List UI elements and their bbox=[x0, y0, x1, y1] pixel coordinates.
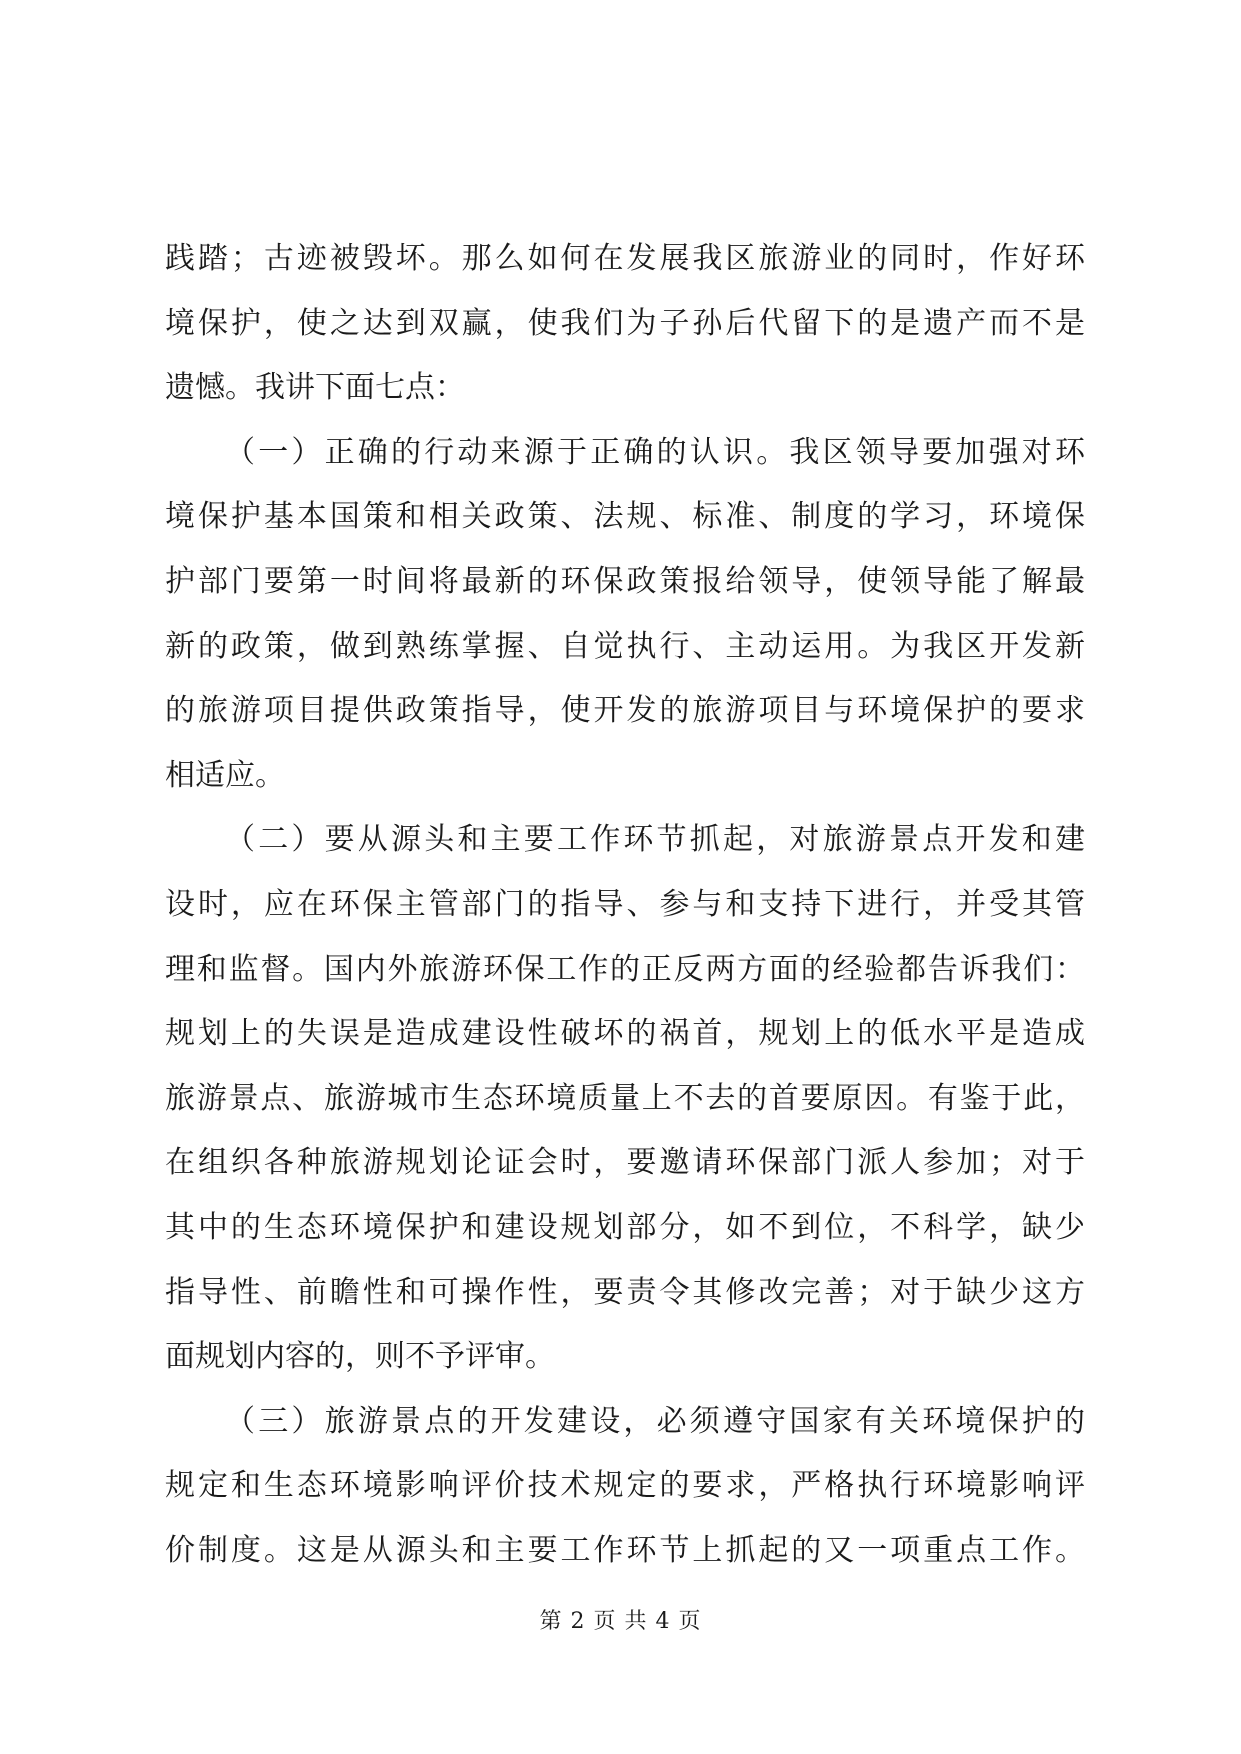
text-line: 指导性、前瞻性和可操作性，要责令其修改完善；对于缺少这方 bbox=[165, 1274, 1085, 1310]
text-line: 境保护基本国策和相关政策、法规、标准、制度的学习，环境保 bbox=[165, 499, 1085, 535]
text-line: （三）旅游景点的开发建设，必须遵守国家有关环境保护的 bbox=[225, 1403, 1085, 1439]
text-line: 新的政策，做到熟练掌握、自觉执行、主动运用。为我区开发新 bbox=[165, 628, 1085, 664]
page-footer: 第 2 页 共 4 页 bbox=[539, 1609, 702, 1634]
text-line: 理和监督。国内外旅游环保工作的正反两方面的经验都告诉我们： bbox=[165, 951, 1085, 987]
text-line: 规划上的失误是造成建设性破坏的祸首，规划上的低水平是造成 bbox=[165, 1016, 1085, 1052]
text-line: 规定和生态环境影响评价技术规定的要求，严格执行环境影响评 bbox=[165, 1468, 1085, 1504]
text-line: 面规划内容的，则不予评审。 bbox=[165, 1339, 555, 1375]
text-line: 践踏；古迹被毁坏。那么如何在发展我区旅游业的同时，作好环 bbox=[165, 241, 1085, 276]
text-line: 价制度。这是从源头和主要工作环节上抓起的又一项重点工作。 bbox=[165, 1532, 1085, 1568]
body-text bbox=[165, 227, 1085, 1583]
text-line: 设时，应在环保主管部门的指导、参与和支持下进行，并受其管 bbox=[165, 886, 1085, 922]
text-line: 旅游景点、旅游城市生态环境质量上不去的首要原因。有鉴于此， bbox=[165, 1080, 1085, 1116]
text-line: 在组织各种旅游规划论证会时，要邀请环保部门派人参加；对于 bbox=[165, 1145, 1085, 1181]
text-line: 遗憾。我讲下面七点： bbox=[165, 370, 465, 406]
text-line: 相适应。 bbox=[165, 757, 285, 793]
text-line: 境保护，使之达到双赢，使我们为子孙后代留下的是遗产而不是 bbox=[165, 305, 1085, 341]
text-line: 护部门要第一时间将最新的环保政策报给领导，使领导能了解最 bbox=[165, 563, 1085, 599]
text-line: 其中的生态环境保护和建设规划部分，如不到位，不科学，缺少 bbox=[165, 1209, 1085, 1245]
text-line: 的旅游项目提供政策指导，使开发的旅游项目与环境保护的要求 bbox=[165, 693, 1085, 729]
text-line: （二）要从源头和主要工作环节抓起，对旅游景点开发和建 bbox=[225, 822, 1085, 858]
text-line: （一）正确的行动来源于正确的认识。我区领导要加强对环 bbox=[225, 434, 1085, 470]
